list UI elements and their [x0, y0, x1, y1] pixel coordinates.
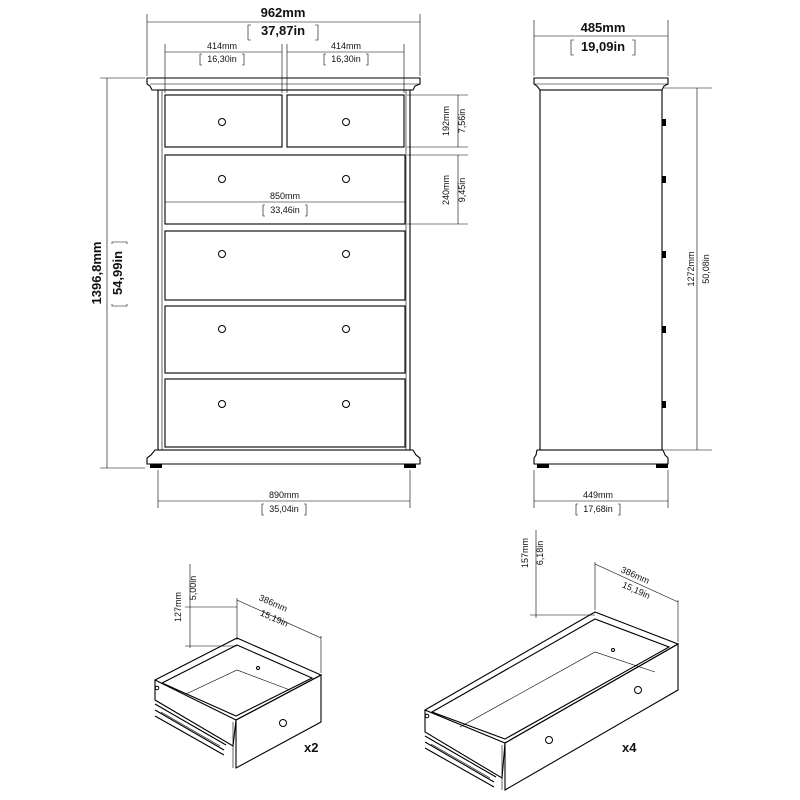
large-drawer-front — [505, 644, 678, 790]
large-drawer-2 — [165, 231, 405, 300]
overall-depth-in: 19,09in — [580, 39, 626, 54]
overall-width-mm: 962mm — [260, 5, 306, 20]
large-drawer-width-mm: 850mm — [269, 191, 301, 201]
front-cabinet-body — [158, 90, 410, 450]
large-drawer-3 — [165, 306, 405, 373]
large-drawer-height-mm: 240mm — [441, 174, 451, 206]
base-depth-mm: 449mm — [582, 490, 614, 500]
large-drawer-depth-in: 15,19in — [620, 579, 652, 601]
overall-depth-mm: 485mm — [580, 20, 626, 35]
large-drawer-view — [425, 530, 678, 790]
front-knobs — [219, 119, 350, 408]
base-width-in: 35,04in — [269, 504, 299, 514]
body-height-mm: 1272mm — [686, 251, 696, 287]
small-drawer-left-width-mm: 414mm — [206, 41, 238, 51]
small-drawer-left-width-in: 16,30in — [207, 54, 237, 64]
overall-width-in: 37,87in — [260, 23, 306, 38]
front-foot-left — [150, 464, 162, 468]
large-drawer-depth-mm: 386mm — [619, 564, 651, 586]
small-drawer-box-height-mm: 127mm — [173, 591, 183, 623]
body-height-in: 50,08in — [701, 254, 711, 284]
large-drawer-quantity: x4 — [622, 740, 637, 755]
front-plinth — [147, 450, 420, 464]
overall-height-mm: 1396,8mm — [89, 241, 104, 305]
small-drawer-right-width-mm: 414mm — [330, 41, 362, 51]
side-knobs — [662, 119, 666, 408]
overall-height-in: 54,99in — [110, 250, 125, 296]
small-drawer-depth-mm: 386mm — [257, 592, 289, 614]
small-drawer-top-rim — [155, 638, 321, 720]
large-drawer-width-in: 33,46in — [270, 205, 300, 215]
large-drawer-4 — [165, 379, 405, 447]
large-drawer-height-in: 9,45in — [457, 177, 467, 203]
base-depth-in: 17,68in — [583, 504, 613, 514]
side-body — [540, 90, 662, 450]
side-view — [534, 20, 712, 515]
side-plinth — [534, 450, 668, 464]
front-view — [89, 5, 468, 515]
small-drawer-view — [155, 564, 321, 768]
base-width-mm: 890mm — [268, 490, 300, 500]
large-drawer-box-height-in: 6,18in — [535, 540, 545, 566]
front-foot-right — [404, 464, 416, 468]
small-drawer-quantity: x2 — [304, 740, 319, 755]
small-drawer-right-width-in: 16,30in — [331, 54, 361, 64]
small-drawer-height-mm: 192mm — [441, 105, 451, 137]
small-drawer-depth-in: 15,19in — [258, 607, 290, 629]
small-drawer-box-height-in: 5,00in — [188, 575, 198, 601]
small-drawer-height-in: 7,56in — [457, 108, 467, 134]
large-drawer-box-height-mm: 157mm — [520, 537, 530, 569]
